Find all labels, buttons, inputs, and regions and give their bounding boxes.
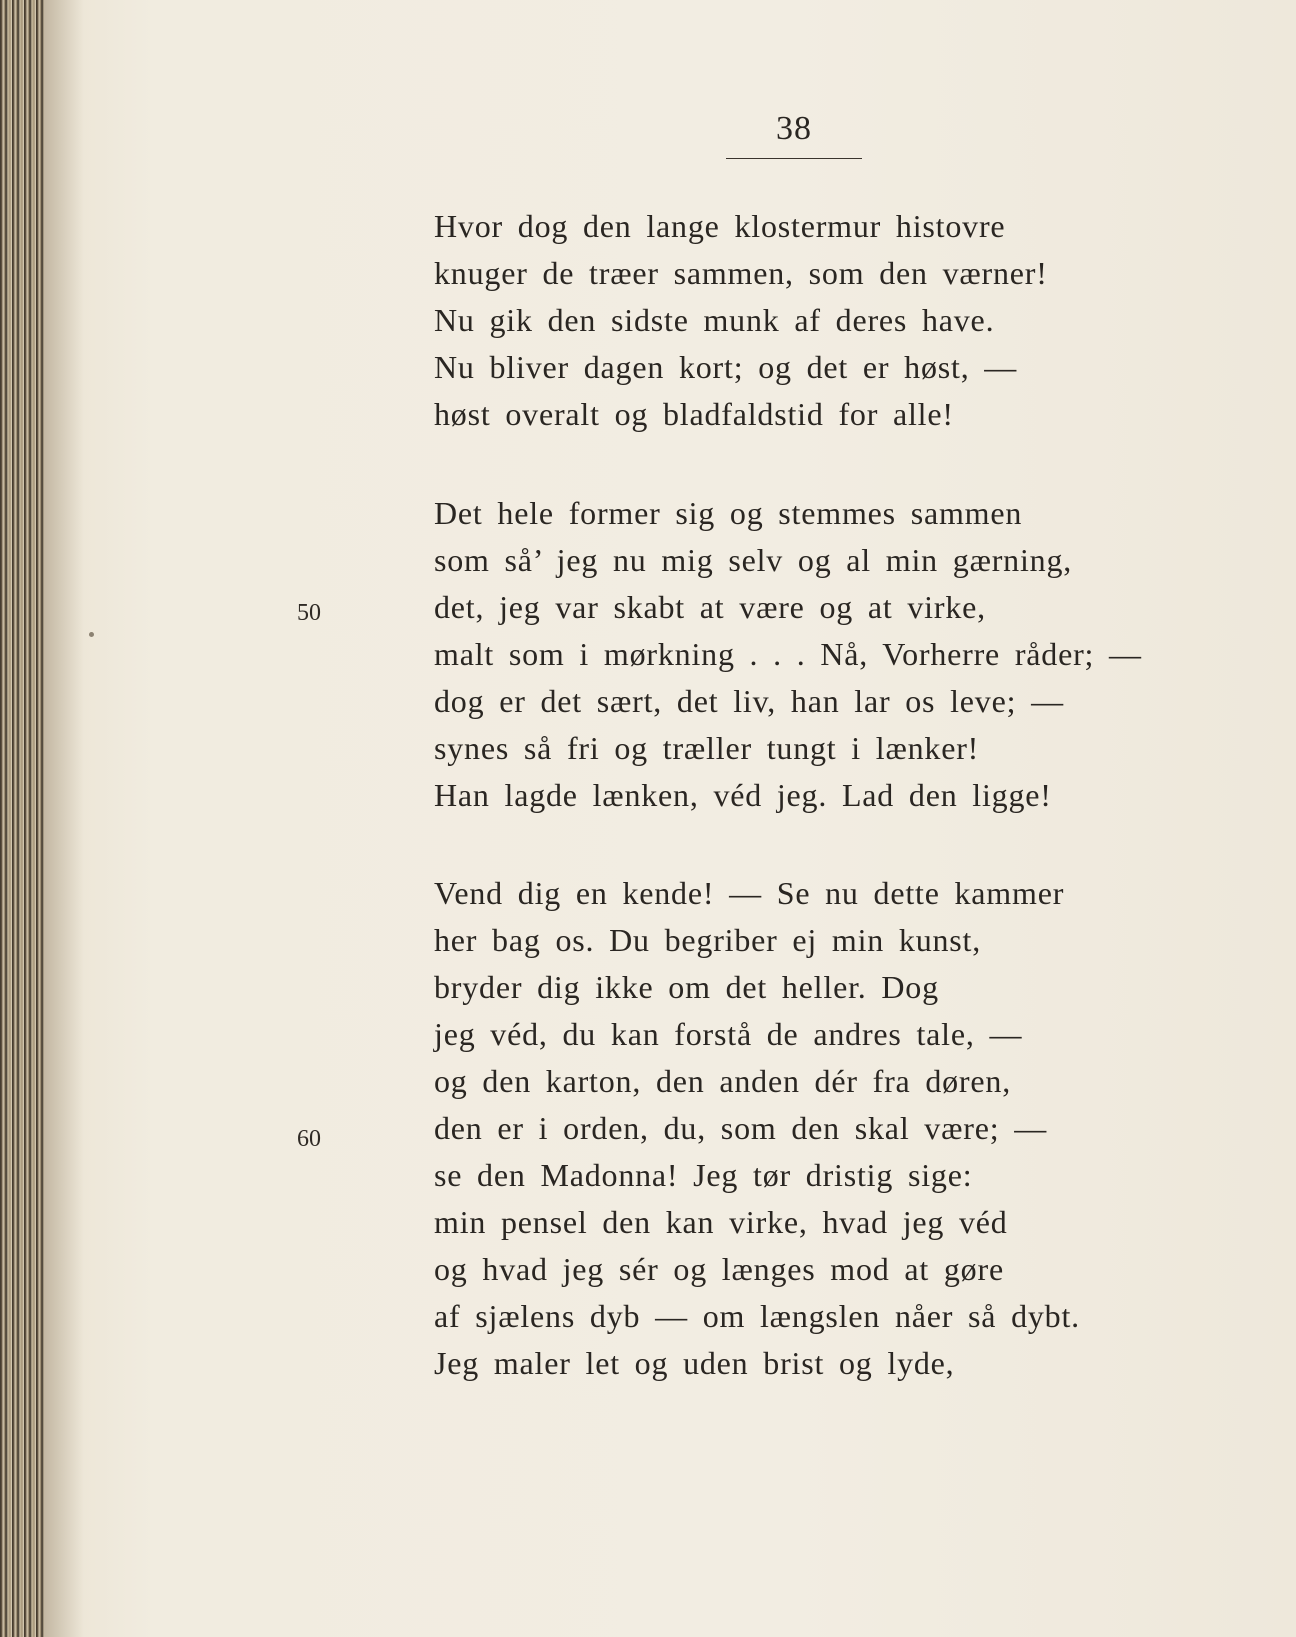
book-binding <box>0 0 44 1637</box>
verse-line: som så’ jeg nu mig selv og al min gærning, <box>434 542 1073 578</box>
verse-line: dog er det sært, det liv, han lar os leve; — <box>434 683 1064 719</box>
verse-line: og hvad jeg sér og længes mod at gøre <box>434 1251 1004 1287</box>
verse-line: den er i orden, du, som den skal være; — <box>434 1110 1047 1146</box>
verse-line: jeg véd, du kan forstå de andres tale, — <box>434 1016 1023 1052</box>
paper-speck <box>89 632 94 637</box>
stanza-3 <box>434 870 1080 1387</box>
binding-shadow <box>44 0 84 1637</box>
stanza-1 <box>434 203 1048 438</box>
verse-line: min pensel den kan virke, hvad jeg véd <box>434 1204 1008 1240</box>
verse-line: Nu bliver dagen kort; og det er høst, — <box>434 349 1018 385</box>
header-rule <box>726 158 862 159</box>
verse-line: Hvor dog den lange klostermur histovre <box>434 208 1006 244</box>
verse-line: knuger de træer sammen, som den værner! <box>434 255 1048 291</box>
stanza-2 <box>434 490 1142 819</box>
verse-line: Det hele former sig og stemmes sammen <box>434 495 1023 531</box>
verse-line: se den Madonna! Jeg tør dristig sige: <box>434 1157 973 1193</box>
verse-line: bryder dig ikke om det heller. Dog <box>434 969 939 1005</box>
verse-line: malt som i mørkning . . . Nå, Vorherre råder; — <box>434 636 1142 672</box>
verse-line: Vend dig en kende! — Se nu dette kammer <box>434 875 1065 911</box>
verse-line: og den karton, den anden dér fra døren, <box>434 1063 1011 1099</box>
verse-line: synes så fri og træller tungt i lænker! <box>434 730 980 766</box>
page-number: 38 <box>776 110 812 147</box>
verse-line: Nu gik den sidste munk af deres have. <box>434 302 995 338</box>
verse-line: her bag os. Du begriber ej min kunst, <box>434 922 982 958</box>
verse-line: høst overalt og bladfaldstid for alle! <box>434 396 954 432</box>
verse-line: af sjælens dyb — om længslen nåer så dybt. <box>434 1298 1080 1334</box>
verse-line: det, jeg var skabt at være og at virke, <box>434 589 986 625</box>
verse-line: Han lagde lænken, véd jeg. Lad den ligge! <box>434 777 1052 813</box>
line-number-60: 60 <box>297 1126 321 1152</box>
line-number-50: 50 <box>297 600 321 626</box>
verse-line: Jeg maler let og uden brist og lyde, <box>434 1345 955 1381</box>
